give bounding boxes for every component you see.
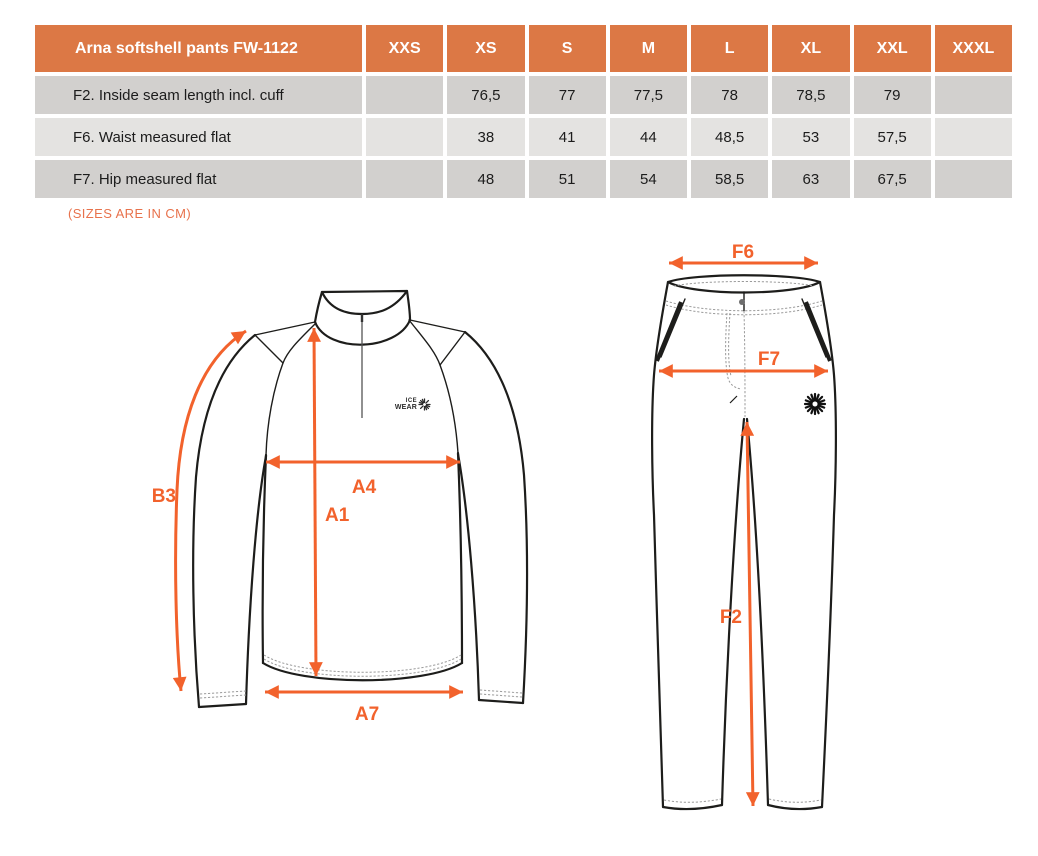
- size-value-cell: 53: [772, 118, 849, 156]
- row-label: F7. Hip measured flat: [35, 160, 362, 198]
- size-col-header-xs: XS: [447, 25, 524, 72]
- size-col-header-xl: XL: [772, 25, 849, 72]
- size-col-header-s: S: [529, 25, 606, 72]
- a1-arrow: [314, 328, 316, 676]
- size-value-cell: 38: [447, 118, 524, 156]
- size-value-cell: 48,5: [691, 118, 768, 156]
- jacket-measurement-diagram: [140, 245, 580, 765]
- size-value-cell: 44: [610, 118, 687, 156]
- size-value-cell: [935, 118, 1012, 156]
- a7-label: A7: [354, 704, 380, 725]
- f7-label: F7: [757, 349, 781, 370]
- size-value-cell: 58,5: [691, 160, 768, 198]
- size-value-cell: 54: [610, 160, 687, 198]
- snowflake-icon: [805, 394, 825, 414]
- size-col-header-xxs: XXS: [366, 25, 443, 72]
- size-col-header-xxxl: XXXL: [935, 25, 1012, 72]
- size-value-cell: [366, 118, 443, 156]
- size-value-cell: [935, 160, 1012, 198]
- f6-label: F6: [731, 242, 755, 263]
- size-value-cell: 79: [854, 76, 931, 114]
- f2-label: F2: [719, 607, 742, 628]
- size-value-cell: 77: [529, 76, 606, 114]
- pants-measurement-diagram: [630, 235, 860, 825]
- sizes-unit-note: (SIZES ARE IN CM): [68, 206, 192, 221]
- a4-label: A4: [351, 477, 377, 498]
- collar-opening: [322, 291, 407, 314]
- size-value-cell: 41: [529, 118, 606, 156]
- size-value-cell: 78,5: [772, 76, 849, 114]
- size-col-header-xxl: XXL: [854, 25, 931, 72]
- size-value-cell: 76,5: [447, 76, 524, 114]
- snowflake-icon: [419, 399, 430, 410]
- fly-bartack: [730, 396, 737, 403]
- size-value-cell: [366, 76, 443, 114]
- b3-arrow: [176, 331, 246, 691]
- b3-label: B3: [151, 486, 176, 507]
- a1-label: A1: [325, 505, 350, 526]
- row-label: F2. Inside seam length incl. cuff: [35, 76, 362, 114]
- logo-text-ice: ICE: [405, 398, 417, 404]
- size-value-cell: 57,5: [854, 118, 931, 156]
- row-label: F6. Waist measured flat: [35, 118, 362, 156]
- right-pocket: [806, 302, 830, 361]
- logo-text-wear: WEAR: [394, 404, 417, 411]
- size-value-cell: [366, 160, 443, 198]
- table-title: Arna softshell pants FW-1122: [35, 25, 362, 72]
- size-col-header-l: L: [691, 25, 768, 72]
- size-table: [35, 25, 1012, 198]
- size-value-cell: 63: [772, 160, 849, 198]
- size-value-cell: [935, 76, 1012, 114]
- size-value-cell: 77,5: [610, 76, 687, 114]
- size-col-header-m: M: [610, 25, 687, 72]
- size-value-cell: 51: [529, 160, 606, 198]
- size-value-cell: 78: [691, 76, 768, 114]
- size-value-cell: 48: [447, 160, 524, 198]
- waist-button: [739, 299, 745, 305]
- size-value-cell: 67,5: [854, 160, 931, 198]
- icewear-logo: [395, 398, 430, 411]
